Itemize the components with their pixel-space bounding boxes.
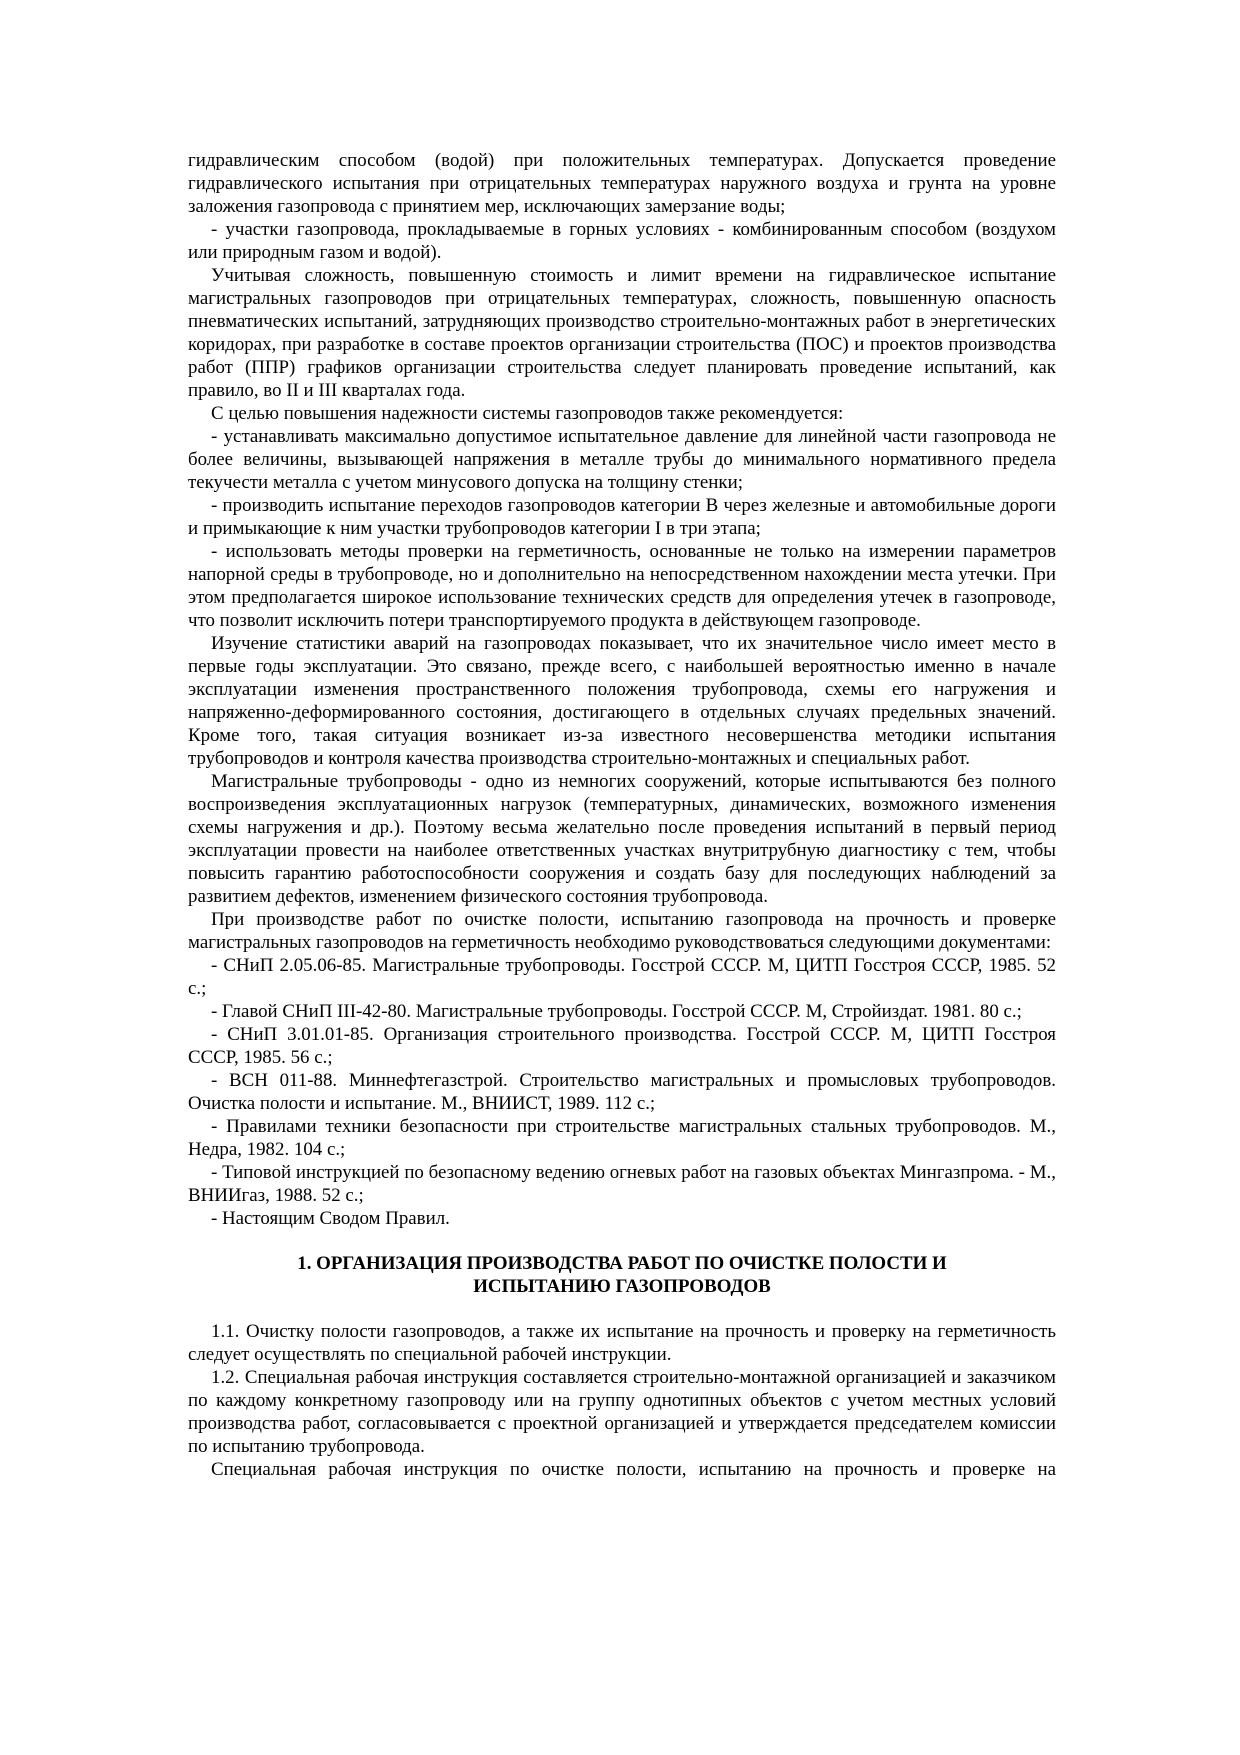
reference-item: - Типовой инструкцией по безопасному ведению огневых работ на газовых объектах Мингазпрома. - М., ВНИИгаз, 1988. 52 с.; <box>188 1162 1056 1206</box>
document-page <box>188 149 1056 1481</box>
paragraph: 1.1. Очистку полости газопроводов, а также их испытание на прочность и проверку на герметичность следует осуществлять по специальной рабочей инструкции. <box>188 1321 1056 1365</box>
paragraph: Изучение статистики аварий на газопроводах показывает, что их значительное число имеет место в первые годы эксплуатации. Это связано, прежде всего, с наибольшей вероятностью именно в начале эксплуатации изменения пространственного положения трубопровода, схемы его нагружения и напряженно-деформированного состояния, достигающего в отдельных случаях предельных значений. Кроме того, такая ситуация возникает из-за известного несовершенства методики испытания трубопроводов и контроля качества производства строительно-монтажных и специальных работ. <box>188 633 1056 769</box>
reference-item: - ВСН 011-88. Миннефтегазстрой. Строительство магистральных и промысловых трубопроводов. Очистка полости и испытание. М., ВНИИСТ, 1989. 112 с.; <box>188 1070 1056 1114</box>
reference-item: - Правилами техники безопасности при строительстве магистральных стальных трубопроводов. М., Недра, 1982. 104 с.; <box>188 1116 1056 1160</box>
section-heading <box>188 1252 1056 1298</box>
reference-item: - Настоящим Сводом Правил. <box>211 1208 450 1229</box>
list-item: - использовать методы проверки на герметичность, основанные не только на измерении параметров напорной среды в трубопроводе, но и дополнительно на непосредственном нахождении места утечки. При этом предполагается широкое использование технических средств для определения утечек в газопроводе, что позволит исключить потери транспортируемого продукта в действующем газопроводе. <box>188 541 1056 631</box>
paragraph: При производстве работ по очистке полости, испытанию газопровода на прочность и проверке магистральных газопроводов на герметичность необходимо руководствоваться следующими документами: <box>188 909 1056 953</box>
section-heading-line: ИСПЫТАНИЮ ГАЗОПРОВОДОВ <box>473 1276 771 1297</box>
paragraph: - участки газопровода, прокладываемые в горных условиях - комбинированным способом (воздухом или природным газом и водой). <box>188 219 1056 263</box>
list-item: - устанавливать максимально допустимое испытательное давление для линейной части газопровода не более величины, вызывающей напряжения в металле трубы до минимального нормативного предела текучести металла с учетом минусового допуска на толщину стенки; <box>188 426 1056 493</box>
paragraph: Магистральные трубопроводы - одно из немногих сооружений, которые испытываются без полного воспроизведения эксплуатационных нагрузок (температурных, динамических, возможного изменения схемы нагружения и др.). Поэтому весьма желательно после проведения испытаний в первый период эксплуатации провести на наиболее ответственных участках внутритрубную диагностику с тем, чтобы повысить гарантию работоспособности сооружения и создать базу для последующих наблюдений за развитием дефектов, изменением физического состояния трубопровода. <box>188 771 1056 907</box>
paragraph: гидравлическим способом (водой) при положительных температурах. Допускается проведение гидравлического испытания при отрицательных температурах наружного воздуха и грунта на уровне заложения газопровода с принятием мер, исключающих замерзание воды; <box>188 150 1056 217</box>
paragraph: 1.2. Специальная рабочая инструкция составляется строительно-монтажной организацией и заказчиком по каждому конкретному газопроводу или на группу однотипных объектов с учетом местных условий производства работ, согласовывается с проектной организацией и утверждается председателем комиссии по испытанию трубопровода. <box>188 1367 1056 1457</box>
reference-item: - Главой СНиП III-42-80. Магистральные трубопроводы. Госстрой СССР. М, Стройиздат. 1981. 80 с.; <box>211 1001 1022 1022</box>
paragraph: Учитывая сложность, повышенную стоимость и лимит времени на гидравлическое испытание магистральных газопроводов при отрицательных температурах, сложность, повышенную опасность пневматических испытаний, затрудняющих производство строительно-монтажных работ в энергетических коридорах, при разработке в составе проектов организации строительства (ПОС) и проектов производства работ (ППР) графиков организации строительства следует планировать проведение испытаний, как правило, во II и III кварталах года. <box>188 265 1056 401</box>
reference-item: - СНиП 3.01.01-85. Организация строительного производства. Госстрой СССР. М, ЦИТП Госстроя СССР, 1985. 56 с.; <box>188 1024 1056 1068</box>
paragraph: С целью повышения надежности системы газопроводов также рекомендуется: <box>211 403 844 424</box>
list-item: - производить испытание переходов газопроводов категории В через железные и автомобильные дороги и примыкающие к ним участки трубопроводов категории I в три этапа; <box>188 495 1056 539</box>
section-heading-line: 1. ОРГАНИЗАЦИЯ ПРОИЗВОДСТВА РАБОТ ПО ОЧИСТКЕ ПОЛОСТИ И <box>297 1253 947 1274</box>
paragraph-last-line: Специальная рабочая инструкция по очистке полости, испытанию на прочность и проверке на <box>211 1459 1056 1480</box>
reference-item: - СНиП 2.05.06-85. Магистральные трубопроводы. Госстрой СССР. М, ЦИТП Госстроя СССР, 1985. 52 с.; <box>188 955 1056 999</box>
